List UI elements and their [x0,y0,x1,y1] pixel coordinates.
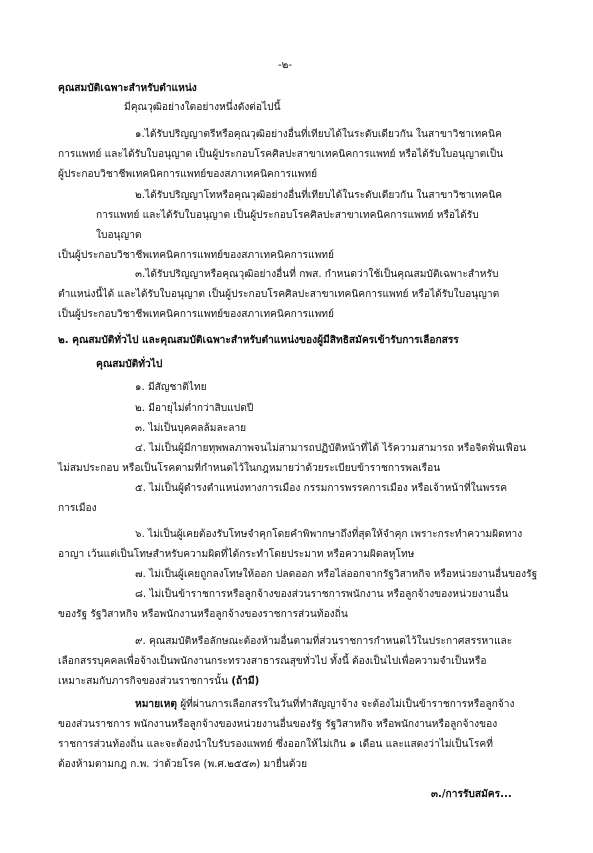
qualification-1-line-3: ผู้ประกอบวิชาชีพเทคนิคการแพทย์ของสภาเทคนิคการแพทย์ [58,169,318,180]
note-line-2: ของส่วนราชการ พนักงานหรือลูกจ้างของหน่วยงานอื่นของรัฐ รัฐวิสาหกิจ หรือพนักงานหรือลูกจ้างของ [58,719,498,730]
general-item-8-line-1: ๘. ไม่เป็นข้าราชการหรือลูกจ้างของส่วนราชการพนักงาน หรือลูกจ้างของหน่วยงานอื่น [135,589,509,600]
general-item-6-line-2: อาญา เว้นแต่เป็นโทษสำหรับความผิดที่ได้กระทำโดยประมาท หรือความผิดลหุโทษ [58,549,415,560]
qualification-2-line-2: การแพทย์ และได้รับใบอนุญาต เป็นผู้ประกอบโรคศิลปะสาขาเทคนิคการแพทย์ หรือได้รับ [96,210,479,221]
optional-marker: (ถ้ามี) [231,676,260,687]
note-line-1-text: ผู้ที่ผ่านการเลือกสรรในวันที่ทำสัญญาจ้าง จะต้องไม่เป็นข้าราชการหรือลูกจ้าง [180,699,515,710]
general-item-9-line-3 [58,675,259,688]
qualification-2-line-4: เป็นผู้ประกอบวิชาชีพเทคนิคการแพทย์ของสภาเทคนิคการแพทย์ [58,250,334,261]
general-item-5-line-1: ๕. ไม่เป็นผู้ดำรงตำแหน่งทางการเมือง กรรมการพรรคการเมือง หรือเจ้าหน้าที่ในพรรค [135,483,508,494]
section-2-title: ๒. คุณสมบัติทั่วไป และคุณสมบัติเฉพาะสำหรับตำแหน่งของผู้มีสิทธิสมัครเข้ารับการเลือกสรร [58,335,459,346]
general-item-4-line-1: ๔. ไม่เป็นผู้มีกายทุพพลภาพจนไม่สามารถปฏิบัติหน้าที่ได้ ไร้ความสามารถ หรือจิตฟั่นเฟือน [135,443,526,454]
section-title: คุณสมบัติเฉพาะสำหรับตำแหน่ง [58,83,197,94]
general-item-9-line-3-text: เหมาะสมกับภารกิจของส่วนราชการนั้น [58,676,229,687]
note-label: หมายเหตุ [135,699,177,710]
note-line-4: ต้องห้ามตามกฎ ก.พ. ว่าด้วยโรค (พ.ศ.๒๕๕๓) มายื่นด้วย [58,759,308,770]
general-item-7: ๗. ไม่เป็นผู้เคยถูกลงโทษให้ออก ปลดออก หรือไล่ออกจากรัฐวิสาหกิจ หรือหน่วยงานอื่นของรัฐ [135,569,538,580]
note-line-3: ราชการส่วนท้องถิ่น และจะต้องนำใบรับรองแพทย์ ซึ่งออกให้ไม่เกิน ๑ เดือน และแสดงว่าไม่เป็นโรคที่ [58,739,493,750]
general-qualifications-title: คุณสมบัติทั่วไป [96,359,163,370]
qualification-3-line-1: ๓.ได้รับปริญญาหรือคุณวุฒิอย่างอื่นที่ กพส. กำหนดว่าใช้เป็นคุณสมบัติเฉพาะสำหรับ [135,269,499,280]
qualification-2-line-3: ใบอนุญาต [96,230,142,241]
qualification-3-line-3: เป็นผู้ประกอบวิชาชีพเทคนิคการแพทย์ของสภาเทคนิคการแพทย์ [58,309,334,320]
qualification-1-line-1: ๑.ได้รับปริญญาตรีหรือคุณวุฒิอย่างอื่นที่เทียบได้ในระดับเดียวกัน ในสาขาวิชาเทคนิค [135,129,502,140]
note-line-1 [135,698,514,711]
general-item-9-line-1: ๙. คุณสมบัติหรือลักษณะต้องห้ามอื่นตามที่ส่วนราชการกำหนดไว้ในประกาศสรรหาและ [135,636,513,647]
qualification-1-line-2: การแพทย์ และได้รับใบอนุญาต เป็นผู้ประกอบโรคศิลปะสาขาเทคนิคการแพทย์ หรือได้รับใบอนุญาตเป็น [58,149,504,160]
intro-text: มีคุณวุฒิอย่างใดอย่างหนึ่งดังต่อไปนี้ [124,102,281,113]
qualification-3-line-2: ตำแหน่งนี้ได้ และได้รับใบอนุญาต เป็นผู้ประกอบโรคศิลปะสาขาเทคนิคการแพทย์ หรือได้รับใบอนุญาต [58,289,500,300]
continuation-marker: ๓./การรับสมัคร... [431,789,512,800]
general-item-4-line-2: ไม่สมประกอบ หรือเป็นโรคตามที่กำหนดไว้ในกฎหมายว่าด้วยระเบียบข้าราชการพลเรือน [58,463,441,474]
general-item-6-line-1: ๖. ไม่เป็นผู้เคยต้องรับโทษจำคุกโดยคำพิพากษาถึงที่สุดให้จำคุก เพราะกระทำความผิดทาง [135,529,523,540]
general-item-3: ๓. ไม่เป็นบุคคลล้มละลาย [135,423,247,434]
general-item-1: ๑. มีสัญชาติไทย [135,382,207,393]
general-item-9-line-2: เลือกสรรบุคคลเพื่อจ้างเป็นพนักงานกระทรวงสาธารณสุขทั่วไป ทั้งนี้ ต้องเป็นไปเพื่อความจำเป็นหรือ [58,656,487,667]
page-number: -๒- [278,60,293,71]
general-item-8-line-2: ของรัฐ รัฐวิสาหกิจ หรือพนักงานหรือลูกจ้างของราชการส่วนท้องถิ่น [58,609,348,620]
general-item-2: ๒. มีอายุไม่ต่ำกว่าสิบแปดปี [135,403,254,414]
qualification-2-line-1: ๒.ได้รับปริญญาโทหรือคุณวุฒิอย่างอื่นที่เทียบได้ในระดับเดียวกัน ในสาขาวิชาเทคนิค [135,190,503,201]
general-item-5-line-2: การเมือง [58,503,97,514]
